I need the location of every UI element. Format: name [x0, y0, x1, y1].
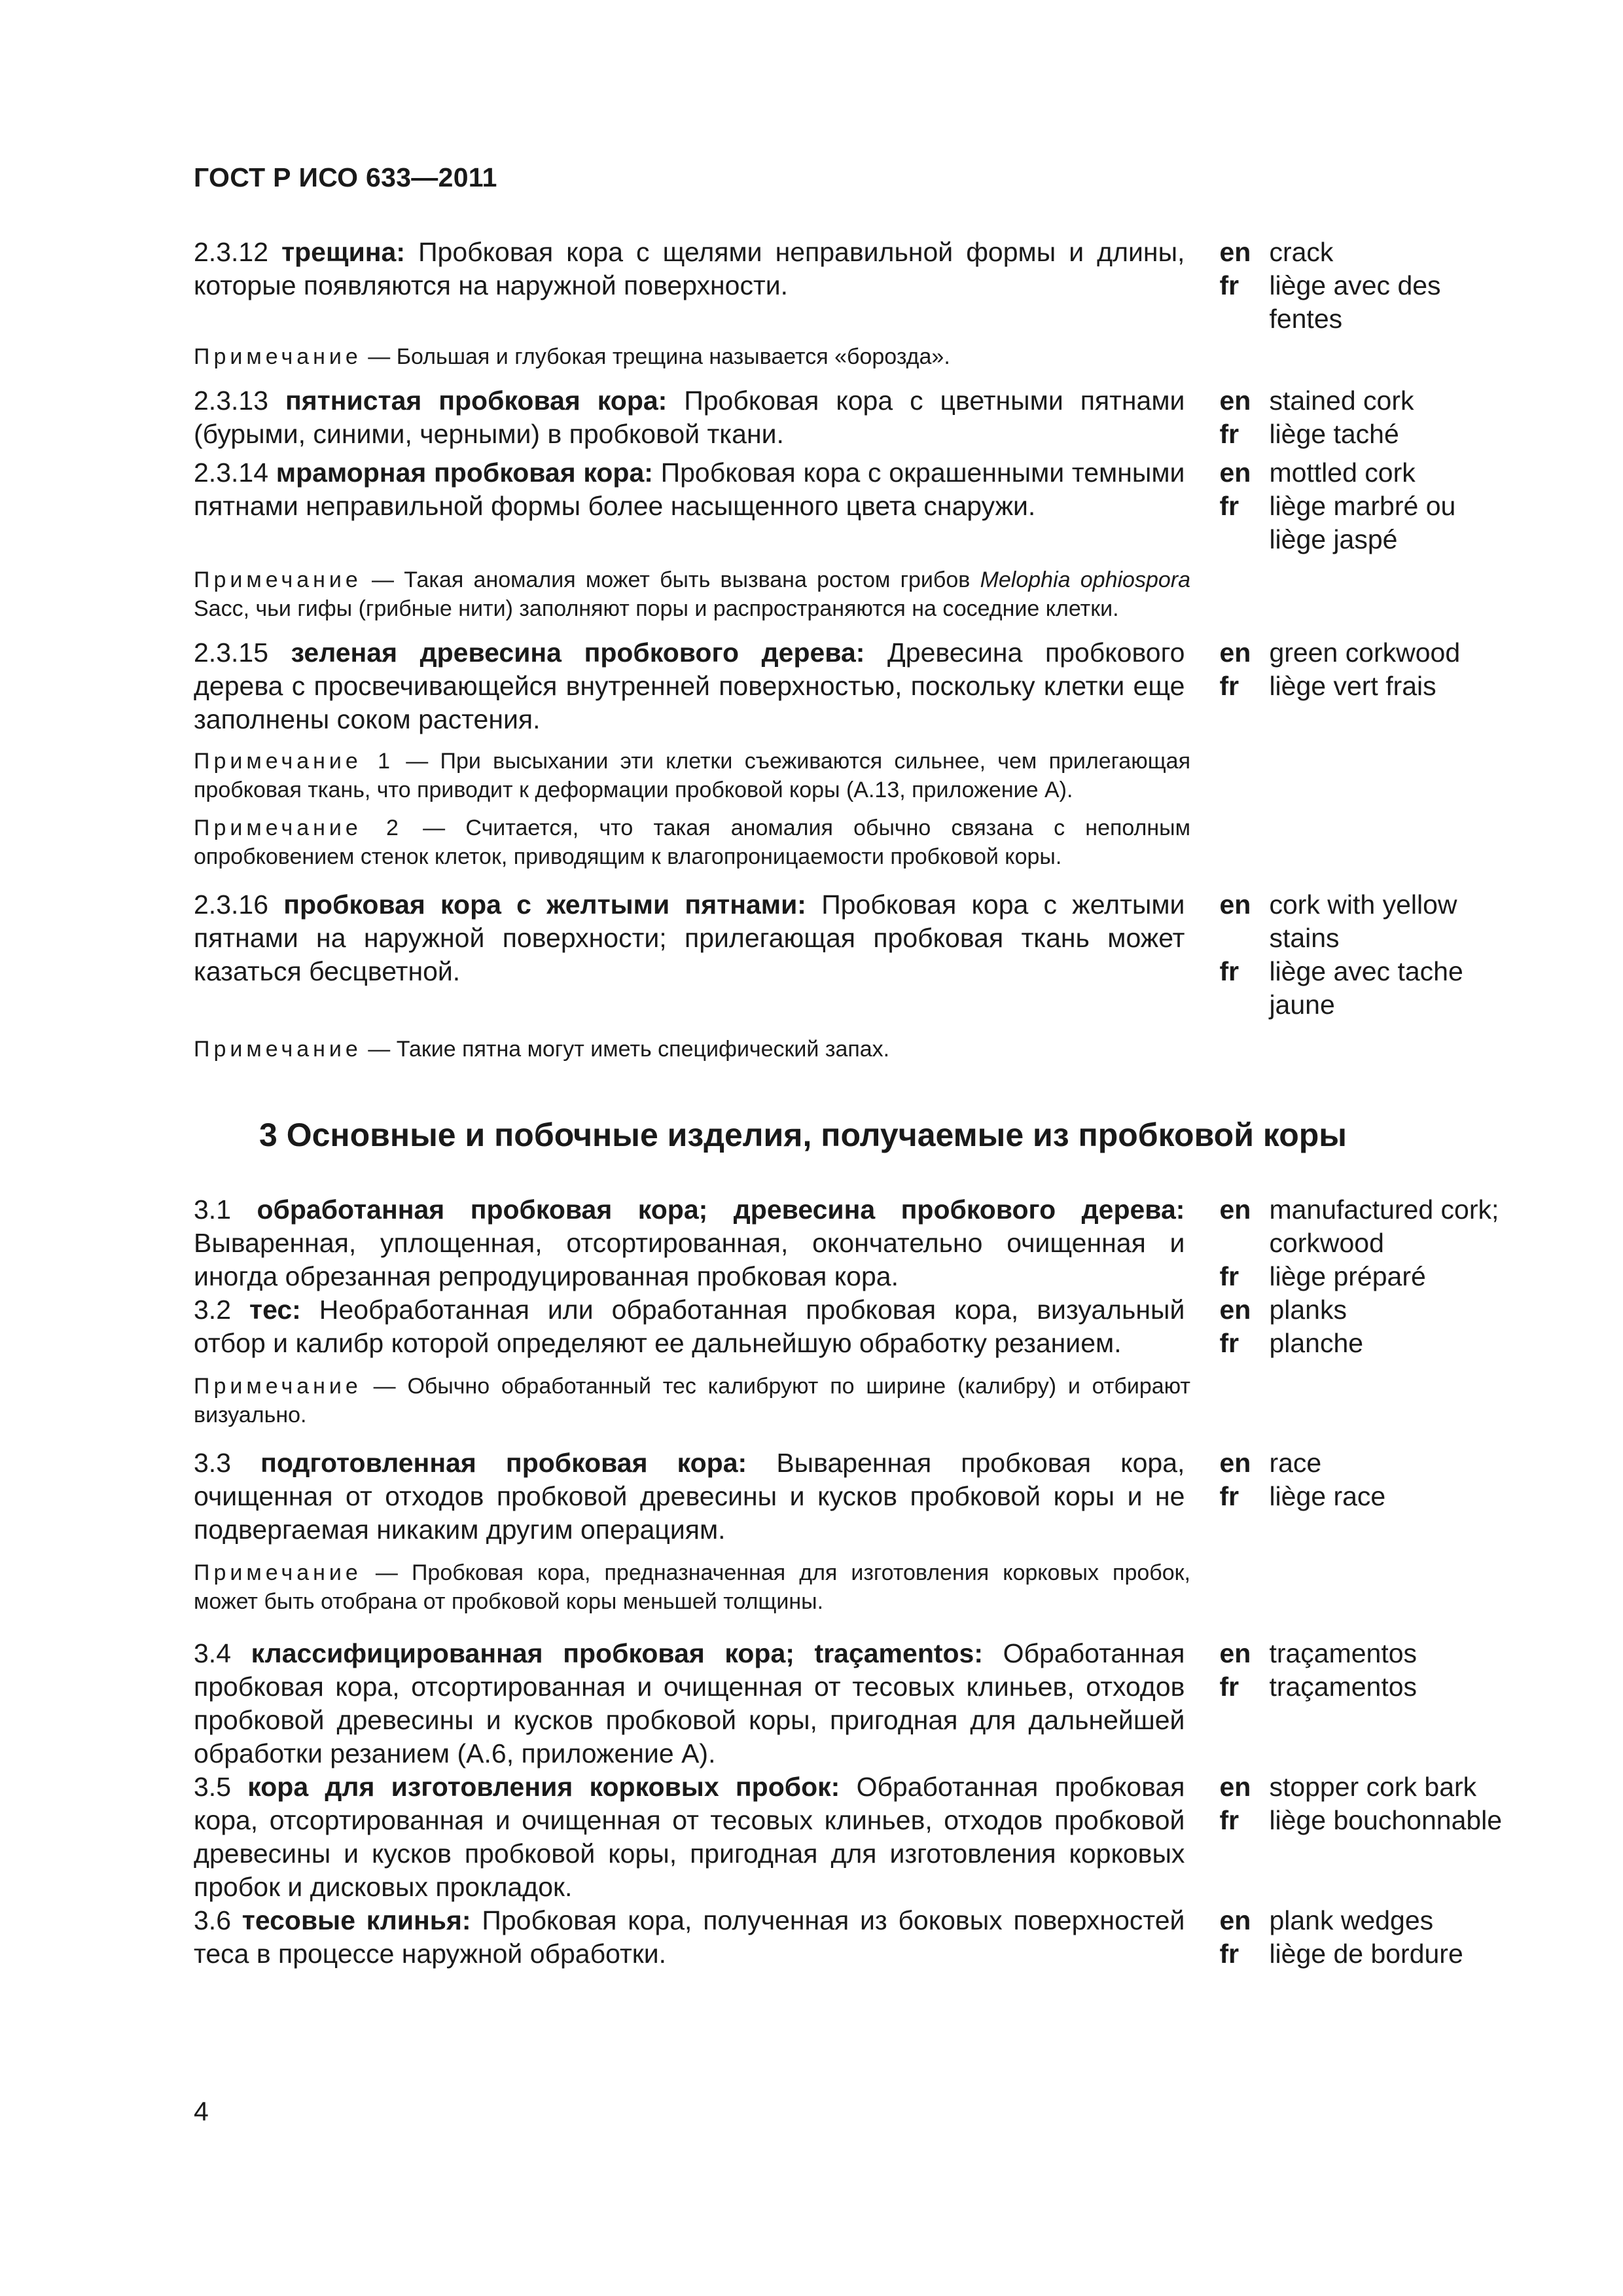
term-entry: 2.3.15 зеленая древесина пробкового дерева: Древесина пробкового дерева с просвечивающейся внутренней поверхностью, поскольку клетки еще заполнены соком растения. en green corkwood fr liège vert frais — [194, 636, 1503, 736]
french-equivalent: liège de bordure — [1269, 1939, 1463, 1969]
term-name: пятнистая пробковая кора: — [285, 386, 668, 416]
term-entry: 2.3.12 трещина: Пробковая кора с щелями неправильной формы и длины, которые появляются на наружной поверхности. en crack fr liège avec des fentes — [194, 236, 1503, 336]
term-name: мраморная пробковая кора: — [276, 457, 653, 488]
term-entry: 3.4 классифицированная пробковая кора; traçamentos: Обработанная пробковая кора, отсортированная и очищенная от тесовых клиньев, отходов пробковой древесины и кусков пробковой коры, пригодная для дальнейшей обработки резанием (А.6, приложение А). en traçamentos fr traçamentos — [194, 1637, 1503, 1770]
term-equivalents: en green corkwood fr liège vert frais — [1219, 636, 1503, 703]
french-equivalent: planche — [1269, 1328, 1364, 1358]
document-header: ГОСТ Р ИСО 633—2011 — [194, 162, 497, 192]
note: Примечание — Пробковая кора, предназначенная для изготовления корковых пробок, может быть отобрана от пробковой коры меньшей толщины. — [194, 1560, 1190, 1614]
term-definition: Пробковая кора с щелями неправильной формы и длины, которые появляются на наружной поверхности. — [194, 237, 1185, 300]
term-equivalents: en crack fr liège avec des fentes — [1219, 236, 1503, 336]
term-definition: Необработанная или обработанная пробковая кора, визуальный отбор и калибр которой определяют ее дальнейшую обработку резанием. — [194, 1295, 1185, 1358]
term-equivalents: en race fr liège race — [1219, 1446, 1503, 1513]
english-equivalent: traçamentos — [1269, 1638, 1418, 1668]
note: Примечание — Большая и глубокая трещина называется «борозда». — [194, 344, 950, 369]
term-entry: 2.3.16 пробковая кора с желтыми пятнами: Пробковая кора с желтыми пятнами на наружной поверхности; прилегающая пробковая ткань может казаться бесцветной. en cork with yellow stains fr liège avec tache jaune — [194, 888, 1503, 1022]
term-name: обработанная пробковая кора; древесина пробкового дерева: — [257, 1194, 1185, 1225]
term-definition: Пробковая кора, полученная из боковых поверхностей теса в процессе наружной обработки. — [194, 1905, 1185, 1969]
term-entry: 2.3.14 мраморная пробковая кора: Пробковая кора с окрашенными темными пятнами неправильной формы более насыщенного цвета снаружи. en mottled cork fr liège marbré ou liège jaspé — [194, 456, 1503, 556]
term-name: подготовленная пробковая кора: — [260, 1448, 747, 1478]
english-equivalent: planks — [1269, 1295, 1347, 1325]
french-equivalent: liège taché — [1269, 419, 1399, 449]
species-name: Melophia ophiospora — [980, 567, 1190, 592]
french-equivalent: liège avec des fentes — [1269, 270, 1441, 334]
english-equivalent: mottled cork — [1269, 457, 1416, 488]
term-name: кора для изготовления корковых пробок: — [247, 1772, 840, 1802]
term-definition: Пробковая кора с цветными пятнами (бурыми, синими, черными) в пробковой ткани. — [194, 386, 1185, 449]
term-definition: Пробковая кора с окрашенными темными пятнами неправильной формы более насыщенного цвета снаружи. — [194, 457, 1185, 521]
term-equivalents: en traçamentos fr traçamentos — [1219, 1637, 1503, 1704]
english-equivalent: crack — [1269, 237, 1334, 267]
document-content — [194, 236, 1503, 1971]
term-entry: 3.3 подготовленная пробковая кора: Вываренная пробковая кора, очищенная от отходов пробковой древесины и кусков пробковой коры и не подвергаемая никаким другим операциям. en race fr liège race — [194, 1446, 1503, 1547]
french-equivalent: liège marbré ou liège jaspé — [1269, 491, 1456, 554]
note: Примечание 1 — При высыхании эти клетки съеживаются сильнее, чем прилегающая пробковая ткань, что приводит к деформации пробковой коры (А.13, приложение А). — [194, 749, 1190, 802]
term-entry: 3.1 обработанная пробковая кора; древесина пробкового дерева: Вываренная, уплощенная, отсортированная, окончательно очищенная и иногда обрезанная репродуцированная пробковая кора. en manufactured cork; corkwood fr liège préparé — [194, 1193, 1503, 1293]
term-equivalents: en plank wedges fr liège de bordure — [1219, 1904, 1503, 1971]
term-equivalents: en stopper cork bark fr liège bouchonnable — [1219, 1770, 1503, 1837]
term-definition: Пробковая кора с желтыми пятнами на наружной поверхности; прилегающая пробковая ткань может казаться бесцветной. — [194, 889, 1185, 986]
term-name: трещина: — [281, 237, 406, 267]
english-equivalent: stained cork — [1269, 386, 1414, 416]
french-equivalent: liège préparé — [1269, 1261, 1426, 1291]
french-equivalent: liège race — [1269, 1481, 1386, 1511]
term-equivalents: en stained cork fr liège taché — [1219, 384, 1503, 451]
section-title: 3 Основные и побочные изделия, получаемые из пробковой коры — [259, 1117, 1347, 1153]
english-equivalent: stopper cork bark — [1269, 1772, 1477, 1802]
english-equivalent: green corkwood — [1269, 637, 1461, 668]
term-equivalents: en manufactured cork; corkwood fr liège préparé — [1219, 1193, 1503, 1293]
term-definition: Вываренная, уплощенная, отсортированная, окончательно очищенная и иногда обрезанная репродуцированная пробковая кора. — [194, 1228, 1185, 1291]
term-entry: 2.3.13 пятнистая пробковая кора: Пробковая кора с цветными пятнами (бурыми, синими, черными) в пробковой ткани. en stained cork fr liège taché — [194, 384, 1503, 451]
term-equivalents: en mottled cork fr liège marbré ou liège jaspé — [1219, 456, 1503, 556]
english-equivalent: manufactured cork; corkwood — [1269, 1194, 1499, 1258]
english-equivalent: cork with yellow stains — [1269, 889, 1457, 953]
note: Примечание — Такие пятна могут иметь специфический запах. — [194, 1037, 890, 1062]
french-equivalent: liège vert frais — [1269, 671, 1436, 701]
french-equivalent: liège bouchonnable — [1269, 1805, 1503, 1835]
note: Примечание — Обычно обработанный тес калибруют по ширине (калибру) и отбирают визуально. — [194, 1374, 1190, 1427]
term-name: классифицированная пробковая кора; traçamentos: — [251, 1638, 984, 1668]
term-equivalents: en planks fr planche — [1219, 1293, 1503, 1360]
note: Примечание 2 — Считается, что такая аномалия обычно связана с неполным опробковением стенок клеток, приводящим к влагопроницаемости пробковой коры. — [194, 816, 1190, 869]
term-entry: 3.2 тес: Необработанная или обработанная пробковая кора, визуальный отбор и калибр которой определяют ее дальнейшую обработку резанием. en planks fr planche — [194, 1293, 1503, 1360]
french-equivalent: liège avec tache jaune — [1269, 956, 1463, 1020]
term-entry: 3.5 кора для изготовления корковых пробок: Обработанная пробковая кора, отсортированная и очищенная от тесовых клиньев, отходов пробковой древесины и кусков пробковой коры, пригодная для изготовления корковых пробок и дисковых прокладок. en stopper cork bark fr liège bouchonnable — [194, 1772, 1503, 1902]
term-name: тесовые клинья: — [241, 1905, 471, 1935]
term-name: зеленая древесина пробкового дерева: — [291, 637, 865, 668]
term-name: пробковая кора с желтыми пятнами: — [283, 889, 806, 920]
english-equivalent: plank wedges — [1269, 1905, 1434, 1935]
english-equivalent: race — [1269, 1448, 1322, 1478]
french-equivalent: traçamentos — [1269, 1672, 1418, 1702]
page-number: 4 — [194, 2096, 209, 2126]
term-definition: Древесина пробкового дерева с просвечивающейся внутренней поверхностью, поскольку клетки еще заполнены соком растения. — [194, 637, 1185, 734]
note: Примечание — Такая аномалия может быть вызвана ростом грибов Melophia ophiospora Sacc, чьи гифы (грибные нити) заполняют поры и распространяются на соседние клетки. — [194, 567, 1190, 621]
term-name: тес: — [249, 1295, 301, 1325]
term-definition: Вываренная пробковая кора, очищенная от отходов пробковой древесины и кусков пробковой коры и не подвергаемая никаким другим операциям. — [194, 1448, 1185, 1545]
term-entry: 3.6 тесовые клинья: Пробковая кора, полученная из боковых поверхностей теса в процессе наружной обработки. en plank wedges fr liège de bordure — [194, 1904, 1503, 1971]
term-definition: Обработанная пробковая кора, отсортированная и очищенная от тесовых клиньев, отходов пробковой древесины и кусков пробковой коры, пригодная для дальнейшей обработки резанием (А.6, приложение А). — [194, 1638, 1185, 1768]
term-equivalents: en cork with yellow stains fr liège avec tache jaune — [1219, 888, 1503, 1022]
term-definition: Обработанная пробковая кора, отсортированная и очищенная от тесовых клиньев, отходов пробковой древесины и кусков пробковой коры, пригодная для изготовления корковых пробок и дисковых прокладок. — [194, 1772, 1185, 1902]
